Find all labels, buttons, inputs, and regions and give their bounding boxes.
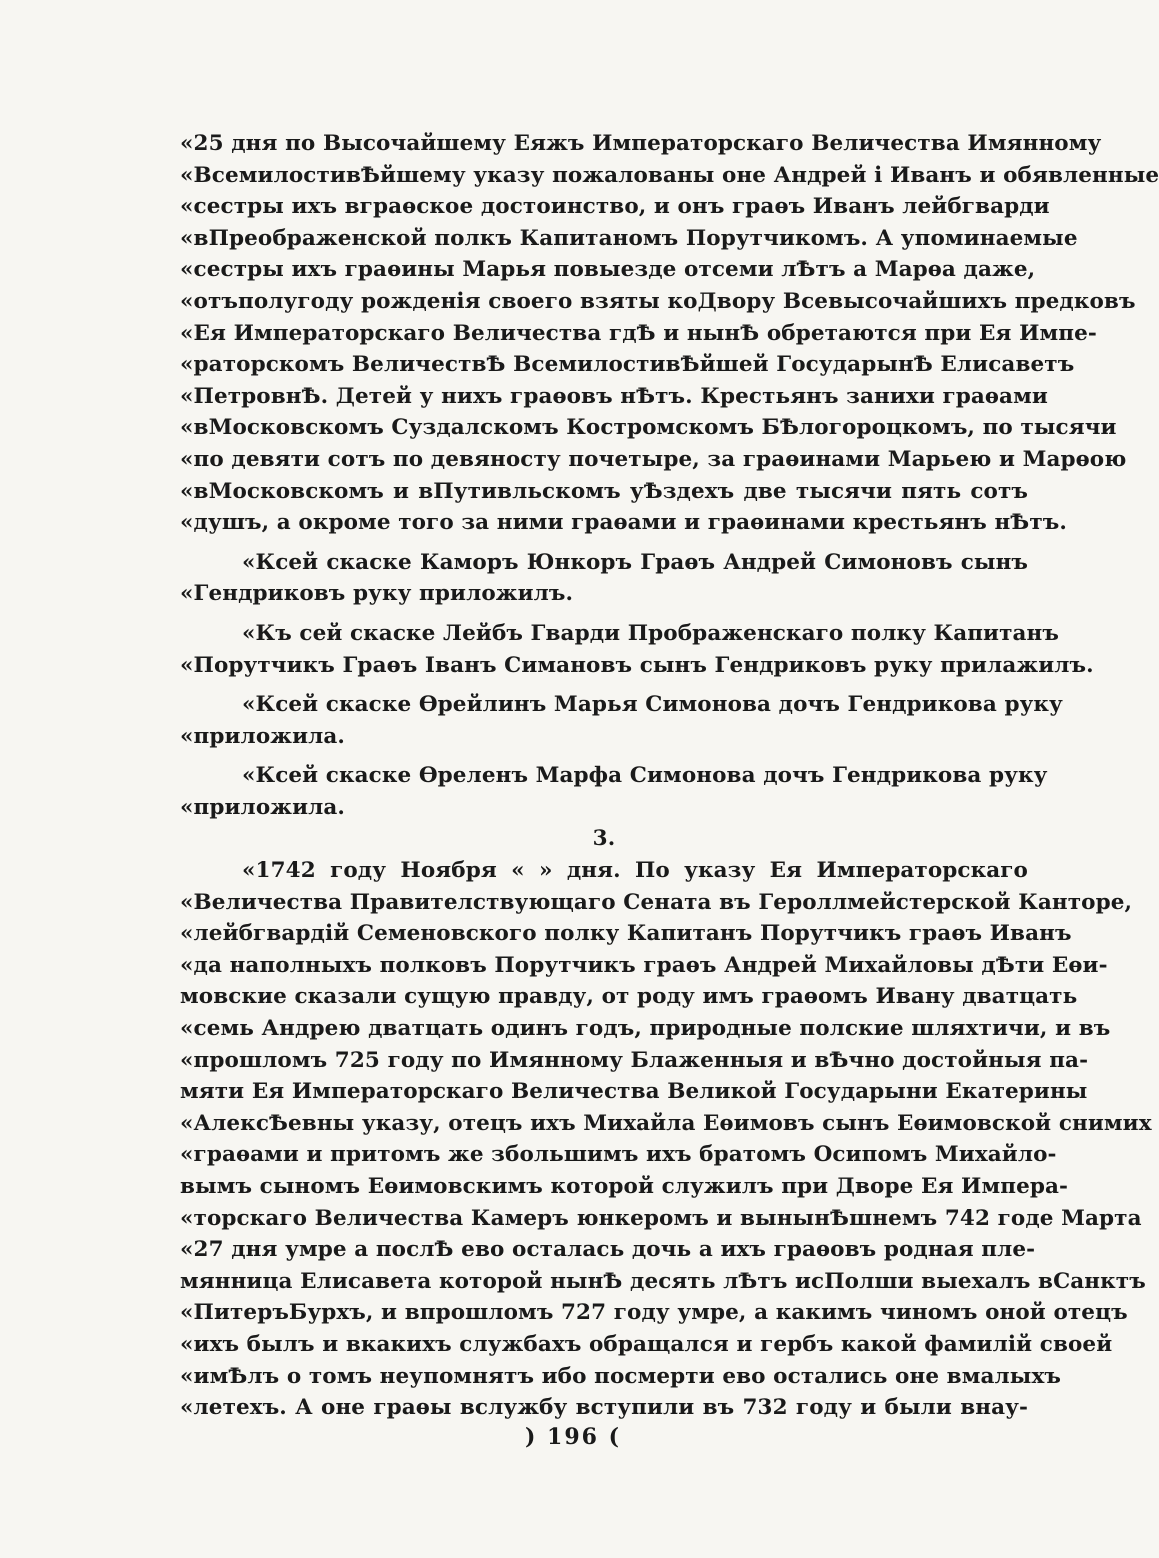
text-line: «сестры ихъ граѳины Марья повыезде отсеми лѢтъ а Марѳа даже,	[180, 257, 1036, 283]
text-line: «ВсемилостивѢйшему указу пожалованы оне Андрей і Иванъ и обявленные	[180, 162, 1159, 188]
text-line: «Къ сей скаске Лейбъ Гварди Прображенскаго полку Капитанъ	[242, 620, 1059, 646]
text-line: «25 дня по Высочайшему Еяжъ Императорскаго Величества Имянному	[180, 131, 1102, 156]
text-line: «отъполугоду рожденія своего взяты коДвору Всевысочайшихъ предковъ	[180, 288, 1136, 314]
text-line: «Ея Императорскаго Величества гдѢ и нынѢ обретаются при Ея Импе-	[180, 320, 1097, 346]
text-line: «душъ, а окроме того за ними граѳами и граѳинами крестьянъ нѢтъ.	[180, 510, 1067, 536]
paragraph-1	[180, 128, 1159, 539]
text-line: «приложила.	[180, 723, 345, 749]
paragraph-4	[180, 689, 1063, 752]
text-line: «да наполныхъ полковъ Порутчикъ граѳъ Андрей Михайловы дѢти Еѳи-	[180, 952, 1108, 978]
text-line: мянница Елисавета которой нынѢ десять лѢтъ исПолши выехалъ вСанктъ	[180, 1268, 1146, 1294]
section-number: 3.	[592, 826, 616, 852]
text-line: «торскаго Величества Камеръ юнкеромъ и вынынѢшнемъ 742 годе Марта	[180, 1205, 1142, 1231]
paragraph-3	[180, 618, 1094, 681]
text-line: «Ксей скаске Каморъ Юнкоръ Граѳъ Андрей Симоновъ сынъ	[242, 549, 1028, 575]
paragraph-gap	[180, 681, 1028, 689]
text-line: «Величества Правителствующаго Сената въ Героллмейстерской Канторе,	[180, 889, 1133, 915]
paragraph-5	[180, 760, 1048, 823]
text-line: «ПетровнѢ. Детей у нихъ граѳовъ нѢтъ. Крестьянъ занихи граѳами	[180, 383, 1048, 409]
text-line: «Порутчикъ Граѳъ Іванъ Симановъ сынъ Гендриковъ руку прилажилъ.	[180, 652, 1094, 678]
text-line: мовские сказали сущую правду, от роду имъ граѳомъ Ивану дватцать	[180, 984, 1078, 1010]
text-line: «летехъ. А оне граѳы вслужбу вступили въ 732 году и были внау-	[180, 1395, 1028, 1421]
text-line: «граѳами и притомъ же збольшимъ ихъ братомъ Осипомъ Михайло-	[180, 1142, 1057, 1168]
text-block	[180, 128, 1159, 1424]
text-line: «имѢлъ о томъ неупомнятъ ибо посмерти ево остались оне вмалыхъ	[180, 1363, 1061, 1389]
text-line: «Ксей скаске Ѳрейлинъ Марья Симонова дочъ Гендрикова руку	[242, 692, 1063, 718]
paragraph-2	[180, 547, 1028, 610]
text-line: «вМосковскомъ Суздалскомъ Костромскомъ БѢлогороцкомъ, по тысячи	[180, 415, 1117, 441]
paragraph-gap	[180, 610, 1028, 618]
text-line: «семь Андрею дватцать одинъ годъ, природные полские шляхтичи, и въ	[180, 1016, 1111, 1042]
text-line: «АлексѢевны указу, отецъ ихъ Михайла Еѳимовъ сынъ Еѳимовской снимих	[180, 1110, 1152, 1136]
text-line: «ихъ былъ и вкакихъ службахъ обращался и гербъ какой фамилій своей	[180, 1331, 1113, 1357]
paragraph-gap	[180, 752, 1028, 760]
text-line: «лейбгвардій Семеновского полку Капитанъ Порутчикъ граѳъ Иванъ	[180, 921, 1072, 947]
text-line: «сестры ихъ вграѳское достоинство, и онъ граѳъ Иванъ лейбгварди	[180, 194, 1050, 220]
text-line: «прошломъ 725 году по Имянному Блаженныя и вѢчно достойныя па-	[180, 1047, 1089, 1073]
paragraph-gap	[180, 539, 1028, 547]
text-line: «вМосковскомъ и вПутивльскомъ уѢздехъ две тысячи пять сотъ	[180, 478, 1028, 504]
text-line: мяти Ея Императорскаго Величества Великой Государыни Екатерины	[180, 1079, 1088, 1105]
section-paragraph	[180, 855, 1152, 1424]
text-line: вымъ сыномъ Еѳимовскимъ которой служилъ при Дворе Ея Импера-	[180, 1174, 1069, 1199]
text-line: «приложила.	[180, 794, 345, 820]
text-line: «вПреображенской полкъ Капитаномъ Порутчикомъ. А упоминаемые	[180, 225, 1078, 251]
text-line: «27 дня умре а послѢ ево осталась дочь а ихъ граѳовъ родная пле-	[180, 1237, 1036, 1263]
text-line: «1742 году Ноября « » дня. По указу Ея Императорскаго	[242, 858, 1028, 884]
text-line: «раторскомъ ВеличествѢ ВсемилостивѢйшей ГосударынѢ Елисаветъ	[180, 352, 1075, 378]
text-line: «ПитеръБурхъ, и впрошломъ 727 году умре, а какимъ чиномъ оной отецъ	[180, 1300, 1128, 1326]
text-line: «Ксей скаске Ѳреленъ Марфа Симонова дочъ Гендрикова руку	[242, 763, 1048, 789]
text-line: «по девяти сотъ по девяносту почетыре, за граѳинами Марьею и Марѳою	[180, 446, 1127, 472]
page-number: ) 196 (	[524, 1424, 622, 1450]
text-line: «Гендриковъ руку приложилъ.	[180, 581, 574, 607]
